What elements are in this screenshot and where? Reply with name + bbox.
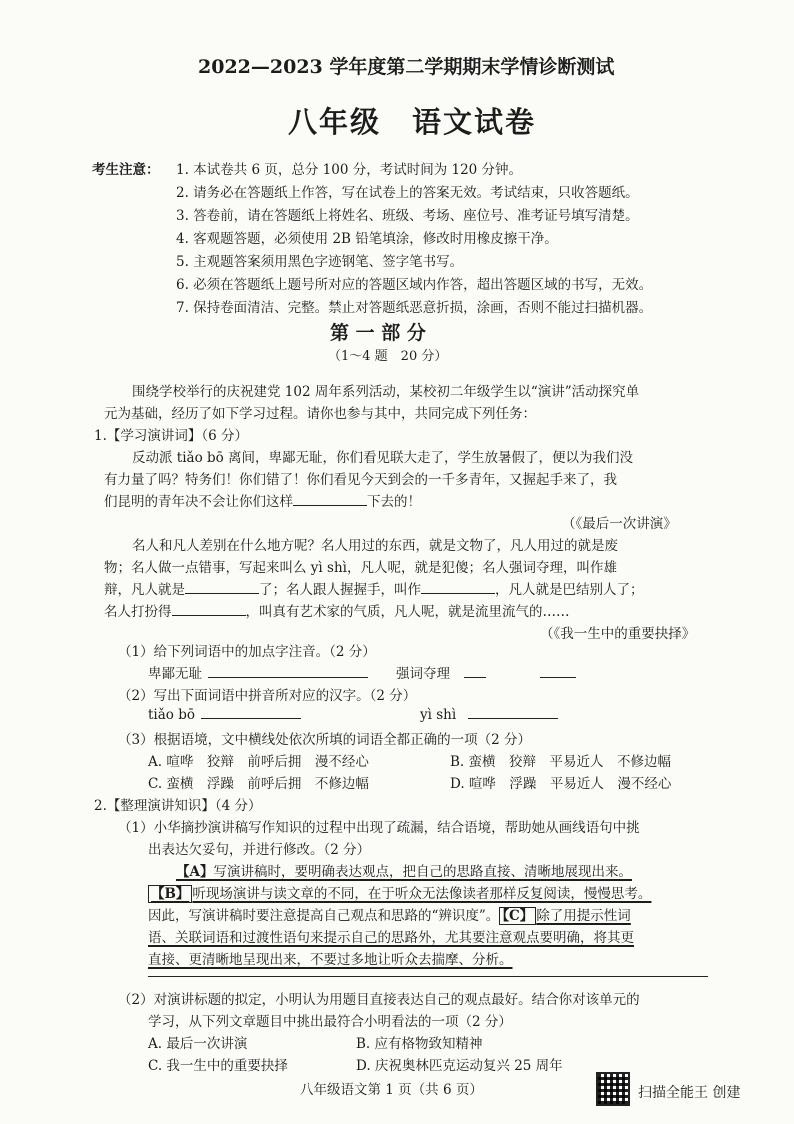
notice-item-5: 5. 主观题答案须用黑色字迹钢笔、签字笔书写。 [176, 254, 464, 270]
qr-code-icon [596, 1072, 630, 1106]
q2-option-a[interactable]: A. 最后一次讲演 [148, 1036, 248, 1052]
q1-option-a[interactable]: A. 喧哗 狡辩 前呼后拥 漫不经心 [148, 754, 369, 770]
text-b: 【B】 听现场演讲与读文章的不同，在于听众无法像读者那样反复阅读，慢慢思考。 [148, 882, 651, 902]
blank-1[interactable] [293, 493, 367, 506]
q2-option-b[interactable]: B. 应有格物致知精神 [356, 1036, 483, 1052]
notice-item-2: 2. 请务必在答题纸上作答，写在试卷上的答案无效。考试结束，只收答题纸。 [176, 185, 639, 201]
q1-sub1-word-2: 强词夺理 [396, 662, 576, 682]
q1-p1-line-3 [104, 490, 421, 510]
q1-p1-line-3b: 下去的！ [367, 494, 421, 510]
tag-a: 【A】 [176, 864, 214, 880]
pinyin-answer-2[interactable] [464, 665, 486, 678]
exam-title: 2022—2023 学年度第二学期期末学情诊断测试 [198, 56, 615, 78]
notice-item-6: 6. 必须在答题纸上题号所对应的答题区域内作答，超出答题区域的书写，无效。 [176, 277, 653, 293]
notice-label: 考生注意： [92, 162, 160, 178]
part-range: （1～4 题 20 分） [328, 349, 448, 364]
intro-line-1: 围绕学校举行的庆祝建党 102 周年系列活动，某校初二年级学生以“演讲”活动探究单 [132, 384, 640, 400]
page-number: 八年级语文第 1 页（共 6 页） [300, 1082, 483, 1098]
pinyin-answer-3[interactable] [540, 665, 576, 678]
notice-item-4: 4. 客观题答题，必须使用 2B 铅笔填涂，修改时用橡皮擦干净。 [176, 231, 558, 247]
q1-option-c[interactable]: C. 蛮横 浮躁 前呼后拥 不修边幅 [148, 776, 369, 792]
q1-p2-line-4 [104, 600, 570, 620]
notice-item-1: 1. 本试卷共 6 页，总分 100 分，考试时间为 120 分钟。 [176, 162, 523, 178]
q1-sub1: （1）给下列词语中的加点字注音。（2 分） [118, 644, 376, 660]
tag-c: 【C】 [499, 907, 536, 925]
text-line-5: 直接、更清晰地呈现出来，不要过多地让听众去揣摩、分析。 [148, 952, 513, 968]
q2-sub2-line-1: （2）对演讲标题的拟定，小明认为用题目直接表达自己的观点最好。结合你对该单元的 [118, 992, 640, 1008]
blank-4[interactable] [172, 603, 246, 616]
q1-p2-line-2: 物；名人做一点错事，写起来叫么 yì shì，凡人呢，就是犯傻；名人强词夺理，叫作雄 [104, 560, 617, 576]
q2-option-c[interactable]: C. 我一生中的重要抉择 [148, 1058, 288, 1074]
q2-sub2-line-2: 学习，从下列文章题目中挑出最符合小明看法的一项（2 分） [148, 1014, 512, 1030]
q1-p2-line-4b: ，叫真有艺术家的气质，凡人呢，就是流里流气的…… [245, 604, 570, 620]
text-line-4: 语、关联词语和过渡性语句来提示自己的思路外，尤其要注意观点要明确，将其更 [148, 930, 634, 946]
q1-sub2: （2）写出下面词语中拼音所对应的汉字。（2 分） [118, 688, 417, 704]
q1-p2-line-1: 名人和凡人差别在什么地方呢？名人用过的东西，就是文物了，凡人用过的就是废 [132, 538, 618, 554]
q1-p2-line-3b: 了；名人跟人握握手，叫作 [259, 582, 421, 598]
text-line-3: 因此，写演讲稿时要注意提高自己观点和思路的“辨识度”。 【C】 除了用提示性词 [148, 908, 631, 924]
q2-heading: 2.【整理演讲知识】（4 分） [94, 798, 262, 814]
q2-sub1-line-2: 出表达欠妥句，并进行修改。（2 分） [148, 842, 371, 858]
intro-line-2: 元为基础，经历了如下学习过程。请你也参与其中，共同完成下列任务： [104, 406, 536, 422]
q1-p1-line-3a: 们昆明的青年决不会让你们这样 [104, 494, 293, 510]
q1-sub2-pinyin-1: tiǎo bō [148, 706, 301, 723]
q1-sub2-pinyin-2: yì shì [420, 706, 558, 723]
q1-p2-line-3a: 辩，凡人就是 [104, 582, 185, 598]
q2-sub1-line-1: （1）小华摘抄演讲稿写作知识的过程中出现了疏漏，结合语境，帮助她从画线语句中挑 [118, 820, 640, 836]
notice-item-3: 3. 答卷前，请在答题纸上将姓名、班级、考场、座位号、准考证号填写清楚。 [176, 208, 639, 224]
q1-p2-line-3 [104, 578, 644, 598]
q1-p2-line-3c: ，凡人就是巴结别人了； [495, 582, 644, 598]
hanzi-answer-2[interactable] [468, 706, 558, 719]
q2-option-d[interactable]: D. 庆祝奥林匹克运动复兴 25 周年 [356, 1058, 563, 1074]
pinyin-answer-1[interactable] [208, 665, 368, 678]
q1-p1-line-1: 反动派 tiǎo bō 离间，卑鄙无耻，你们看见联大走了，学生放暑假了，便以为我们没 [132, 450, 634, 466]
notice-item-7: 7. 保持卷面清洁、完整。禁止对答题纸恶意折损，涂画，否则不能过扫描机器。 [176, 300, 653, 316]
q1-sub3: （3）根据语境，文中横线处依次所填的词语全都正确的一项（2 分） [118, 732, 531, 748]
blank-2[interactable] [185, 581, 259, 594]
q1-p1-line-2: 有力量了吗？特务们！你们错了！你们看见今天到会的一千多青年，又握起手来了，我 [104, 472, 617, 488]
q1-p2-line-4a: 名人打扮得 [104, 604, 172, 620]
q1-option-d[interactable]: D. 喧哗 浮躁 平易近人 漫不经心 [450, 776, 672, 792]
answer-line[interactable] [148, 976, 708, 977]
source-1: （《最后一次讲演》 [562, 516, 677, 532]
q1-option-b[interactable]: B. 蛮横 狡辩 平易近人 不修边幅 [450, 754, 672, 770]
hanzi-answer-1[interactable] [201, 706, 301, 719]
exam-subtitle: 八年级 语文试卷 [288, 105, 537, 139]
part-title: 第 一 部 分 [330, 322, 426, 344]
q1-sub1-word-1: 卑鄙无耻 [148, 662, 368, 682]
scanner-watermark: 扫描全能王 创建 [638, 1085, 741, 1101]
text-a: 【A】写演讲稿时，要明确表达观点，把自己的思路直接、清晰地展现出来。 [176, 864, 632, 880]
q1-heading: 1.【学习演讲词】（6 分） [94, 428, 249, 444]
blank-3[interactable] [421, 581, 495, 594]
source-2: （《我一生中的重要抉择》 [540, 626, 696, 642]
tag-b: 【B】 [148, 885, 192, 903]
